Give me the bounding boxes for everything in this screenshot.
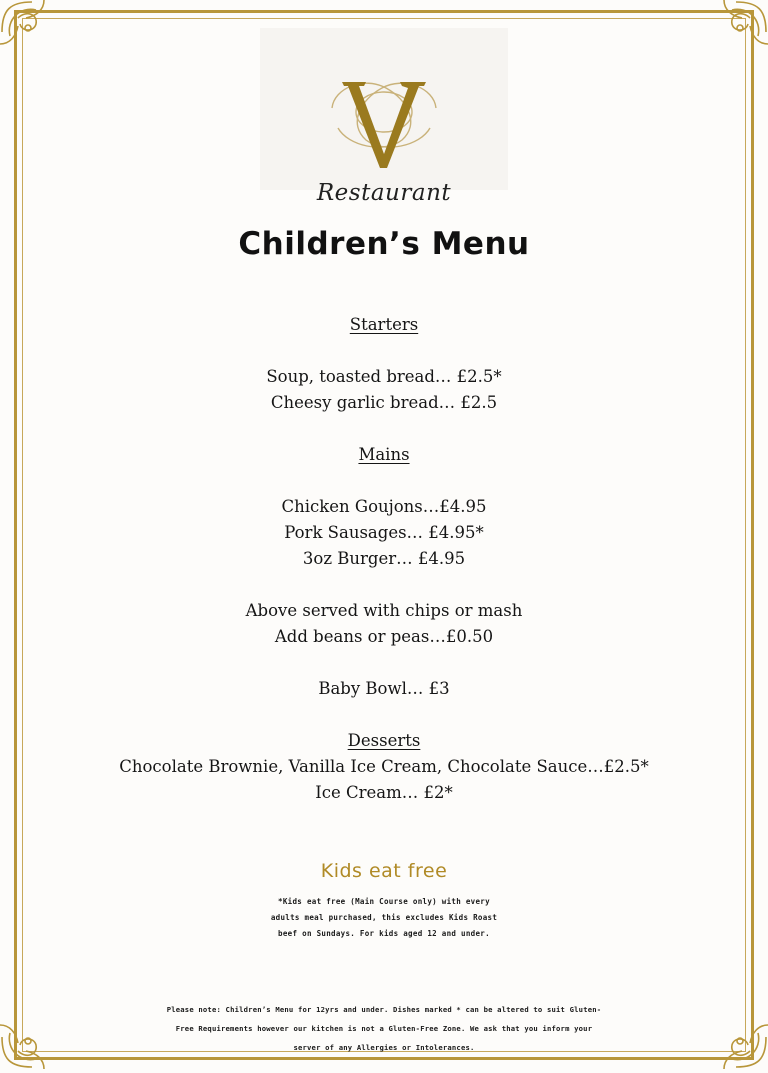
menu-item: Cheesy garlic bread… £2.5 [270,393,498,412]
mains-note: Above served with chips or mash [245,601,523,620]
section-heading-starters: Starters [349,315,419,334]
menu-item: Pork Sausages… £4.95* [284,523,484,542]
mains-addon: Add beans or peas…£0.50 [274,627,494,646]
menu-item: Soup, toasted bread… £2.5* [266,367,502,386]
restaurant-logo [260,28,508,206]
menu-item: 3oz Burger… £4.95 [302,549,466,568]
v-monogram-icon [324,68,444,180]
corner-ornament-icon [0,0,66,66]
menu-item: Ice Cream… £2* [315,783,453,802]
menu-item: Chicken Goujons…£4.95 [281,497,487,516]
allergy-footer-note: Please note: Children’s Menu for 12yrs and under. Dishes marked * can be altered to suit Gluten- Free Requirements however our kitchen is not a Gluten-Free Zone. We ask that you inform your server of any Allergies or Intolerances. [166,1005,602,1052]
section-heading-desserts: Desserts [347,731,421,750]
kids-eat-free-note: *Kids eat free (Main Course only) with every adults meal purchased, this excludes Kids Roast beef on Sundays. For kids aged 12 and under. [270,897,498,938]
menu-body [0,312,768,806]
logo-wordmark: Restaurant [316,180,452,206]
page-title: Children’s Menu [238,226,530,262]
corner-ornament-icon [702,0,768,66]
menu-item: Chocolate Brownie, Vanilla Ice Cream, Chocolate Sauce…£2.5* [119,757,649,776]
section-heading-mains: Mains [358,445,410,464]
menu-item-baby-bowl: Baby Bowl… £3 [318,679,450,698]
kids-eat-free-title: Kids eat free [320,860,448,882]
